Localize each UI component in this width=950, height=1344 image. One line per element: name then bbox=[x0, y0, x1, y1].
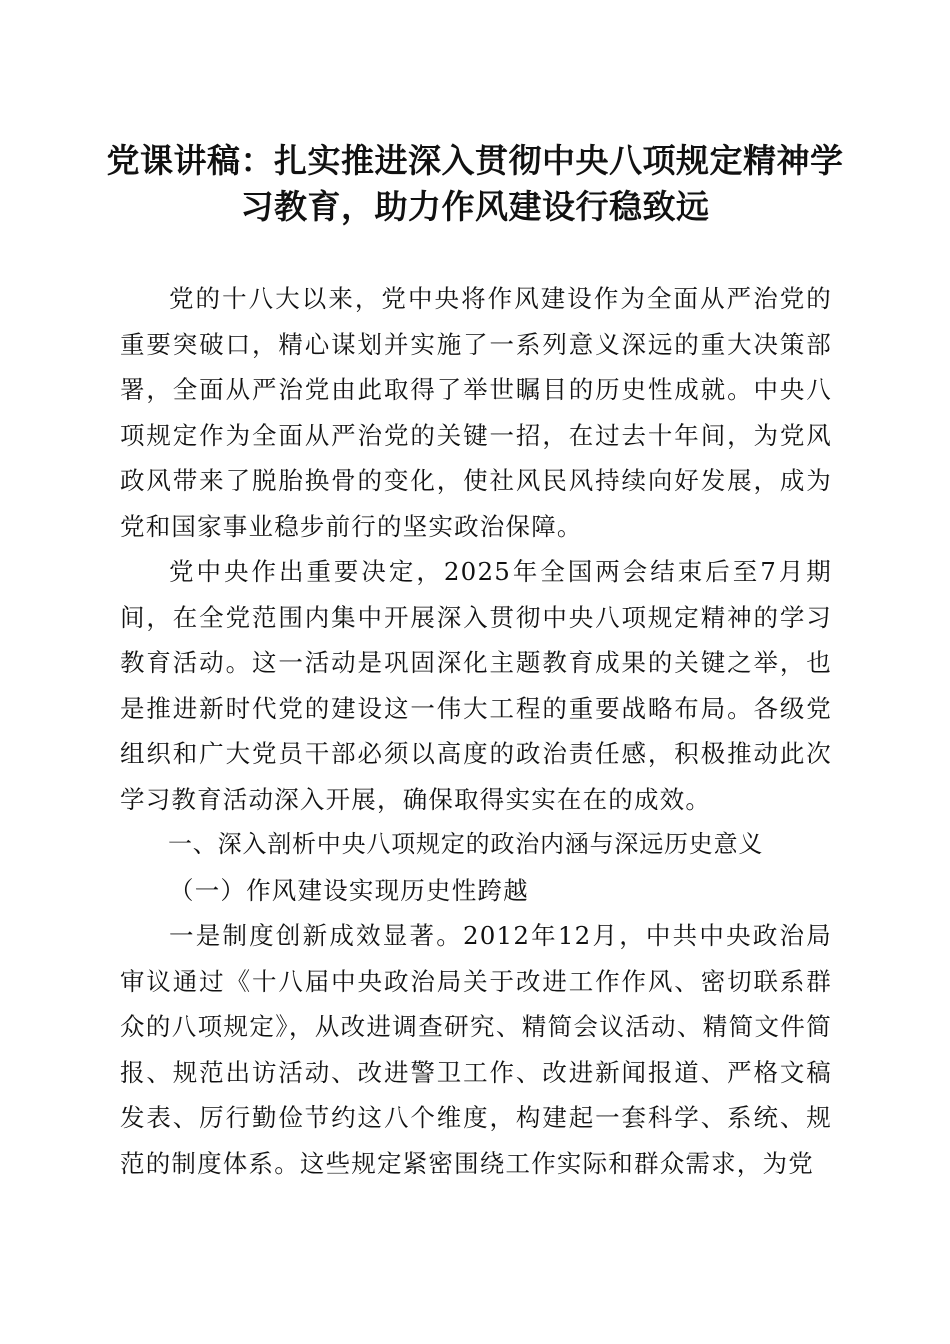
body-paragraph-3: 一是制度创新成效显著。2012年12月，中共中央政治局审议通过《十八届中央政治局关于改进工作作风、密切联系群众的八项规定》，从改进调查研究、精简会议活动、精简文件简报、规范出访活动、改进警卫工作、改进新闻报道、严格文稿发表、厉行勤俭节约这八个维度，构建起一套科学、系统、规范的制度体系。这些规定紧密围绕工作实际和群众需求，为党 bbox=[120, 921, 832, 1178]
document-title: 党课讲稿：扎实推进深入贯彻中央八项规定精神学习教育，助力作风建设行稳致远 bbox=[106, 141, 844, 226]
body-paragraph-2: 党中央作出重要决定，2025年全国两会结束后至7月期间，在全党范围内集中开展深入贯彻中央八项规定精神的学习教育活动。这一活动是巩固深化主题教育成果的关键之举，也是推进新时代党的建设这一伟大工程的重要战略布局。各级党组织和广大党员干部必须以高度的政治责任感，积极推动此次学习教育活动深入开展，确保取得实实在在的成效。 bbox=[120, 557, 832, 814]
subsection-heading-1: （一）作风建设实现历史性跨越 bbox=[169, 875, 529, 905]
body-paragraph-1: 党的十八大以来，党中央将作风建设作为全面从严治党的重要突破口，精心谋划并实施了一系列意义深远的重大决策部署，全面从严治党由此取得了举世瞩目的历史性成就。中央八项规定作为全面从严治党的关键一招，在过去十年间，为党风政风带来了脱胎换骨的变化，使社风民风持续向好发展，成为党和国家事业稳步前行的坚实政治保障。 bbox=[120, 284, 832, 541]
section-heading-1: 一、深入剖析中央八项规定的政治内涵与深远历史意义 bbox=[168, 830, 764, 858]
document-body bbox=[120, 276, 832, 1186]
